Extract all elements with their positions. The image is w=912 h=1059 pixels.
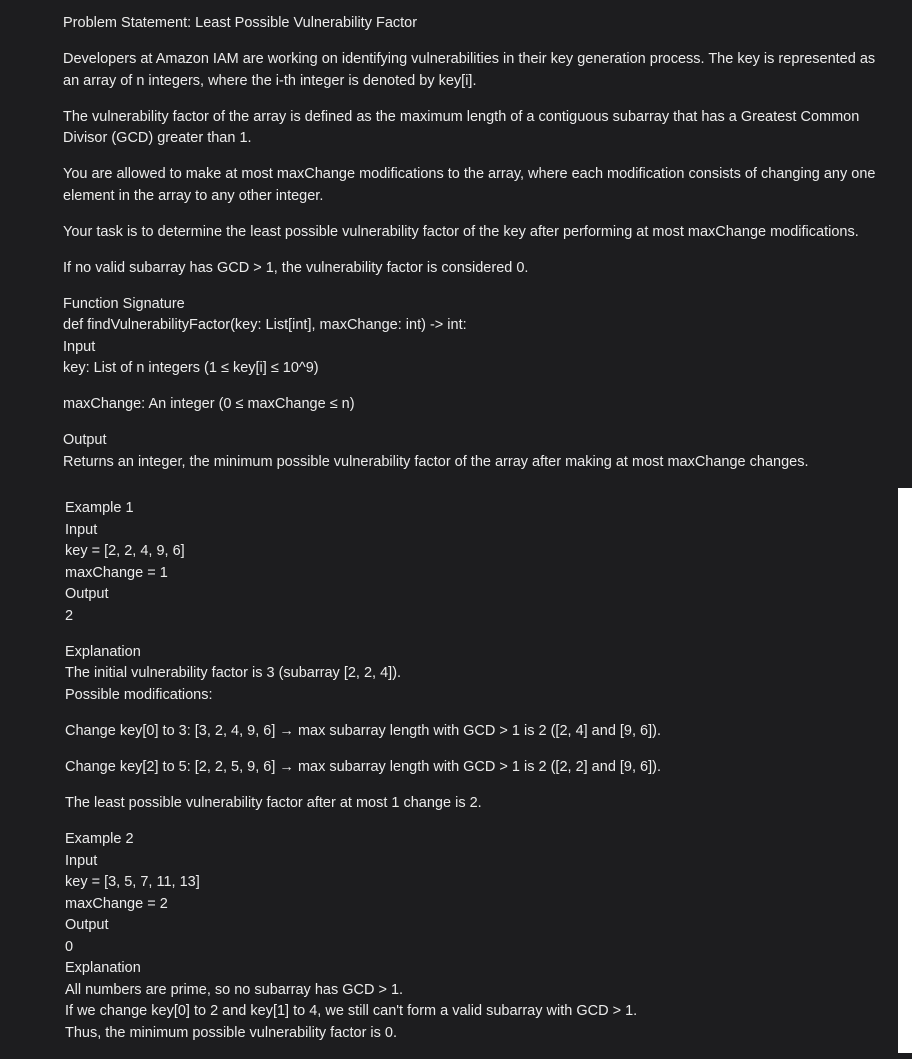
example-2-body <box>65 829 895 1044</box>
example-1 <box>65 498 895 829</box>
example-1-mod-2: Change key[2] to 5: [2, 2, 5, 9, 6] → max subarray length with GCD > 1 is 2 ([2, 2] and [9, 6]). <box>65 758 662 775</box>
paragraph-intro: Developers at Amazon IAM are working on identifying vulnerabilities in their key generation process. The key is represented as an array of n integers, where the i-th integer is denoted by key[i]. <box>63 51 876 89</box>
example-2-explanation-2: If we change key[0] to 2 and key[1] to 4, we still can't form a valid subarray with GCD > 1. <box>65 1003 638 1019</box>
example-1-mod-1: Change key[0] to 3: [3, 2, 4, 9, 6] → max subarray length with GCD > 1 is 2 ([2, 4] and [9, 6]). <box>65 722 662 739</box>
signature-section <box>63 294 893 380</box>
example-2-explanation-label: Explanation <box>65 960 141 976</box>
example-1-explanation-initial: The initial vulnerability factor is 3 (subarray [2, 2, 4]). <box>65 665 402 681</box>
output-heading: Output <box>63 432 107 448</box>
example-2 <box>65 829 895 1059</box>
paragraph-zero-case: If no valid subarray has GCD > 1, the vulnerability factor is considered 0. <box>63 259 529 276</box>
input-maxchange-desc: maxChange: An integer (0 ≤ maxChange ≤ n) <box>63 396 355 412</box>
example-2-explanation-1: All numbers are prime, so no subarray has GCD > 1. <box>65 981 404 998</box>
signature-heading: Function Signature <box>63 295 185 312</box>
paragraph-modifications: You are allowed to make at most maxChange modifications to the array, where each modification consists of changing any one element in the array to any other integer. <box>63 166 876 204</box>
example-2-output-label: Output <box>65 917 109 933</box>
example-1-io <box>65 498 895 627</box>
example-1-explanation-label: Explanation <box>65 643 141 660</box>
example-2-input-label: Input <box>65 852 98 869</box>
input-key-desc: key: List of n integers (1 ≤ key[i] ≤ 10^9) <box>63 360 319 376</box>
example-1-output-label: Output <box>65 586 109 602</box>
problem-document <box>63 13 893 488</box>
example-1-conclusion: The least possible vulnerability factor after at most 1 change is 2. <box>65 794 482 811</box>
example-2-explanation-3: Thus, the minimum possible vulnerability factor is 0. <box>65 1024 398 1041</box>
example-2-output-value: 0 <box>65 938 74 955</box>
page-title: Problem Statement: Least Possible Vulnerability Factor <box>63 15 418 31</box>
example-2-heading: Example 2 <box>65 831 134 847</box>
output-section <box>63 430 893 473</box>
example-1-explanation <box>65 642 895 707</box>
example-1-heading: Example 1 <box>65 500 134 516</box>
example-1-input-label: Input <box>65 521 98 538</box>
scrollbar-track[interactable] <box>898 488 912 1053</box>
example-1-possible-mods: Possible modifications: <box>65 686 213 703</box>
example-1-key: key = [2, 2, 4, 9, 6] <box>65 543 185 559</box>
paragraph-task: Your task is to determine the least possible vulnerability factor of the key after performing at most maxChange modifications. <box>63 223 859 240</box>
example-1-output-value: 2 <box>65 607 74 624</box>
output-desc: Returns an integer, the minimum possible vulnerability factor of the array after making at most maxChange changes. <box>63 453 809 470</box>
input-heading: Input <box>63 338 96 355</box>
signature-code: def findVulnerabilityFactor(key: List[int], maxChange: int) -> int: <box>63 317 467 333</box>
paragraph-definition: The vulnerability factor of the array is defined as the maximum length of a contiguous subarray that has a Greatest Common Divisor (GCD) greater than 1. <box>63 108 860 146</box>
example-2-maxchange: maxChange = 2 <box>65 895 168 912</box>
example-2-key: key = [3, 5, 7, 11, 13] <box>65 874 200 890</box>
example-1-maxchange: maxChange = 1 <box>65 564 168 581</box>
